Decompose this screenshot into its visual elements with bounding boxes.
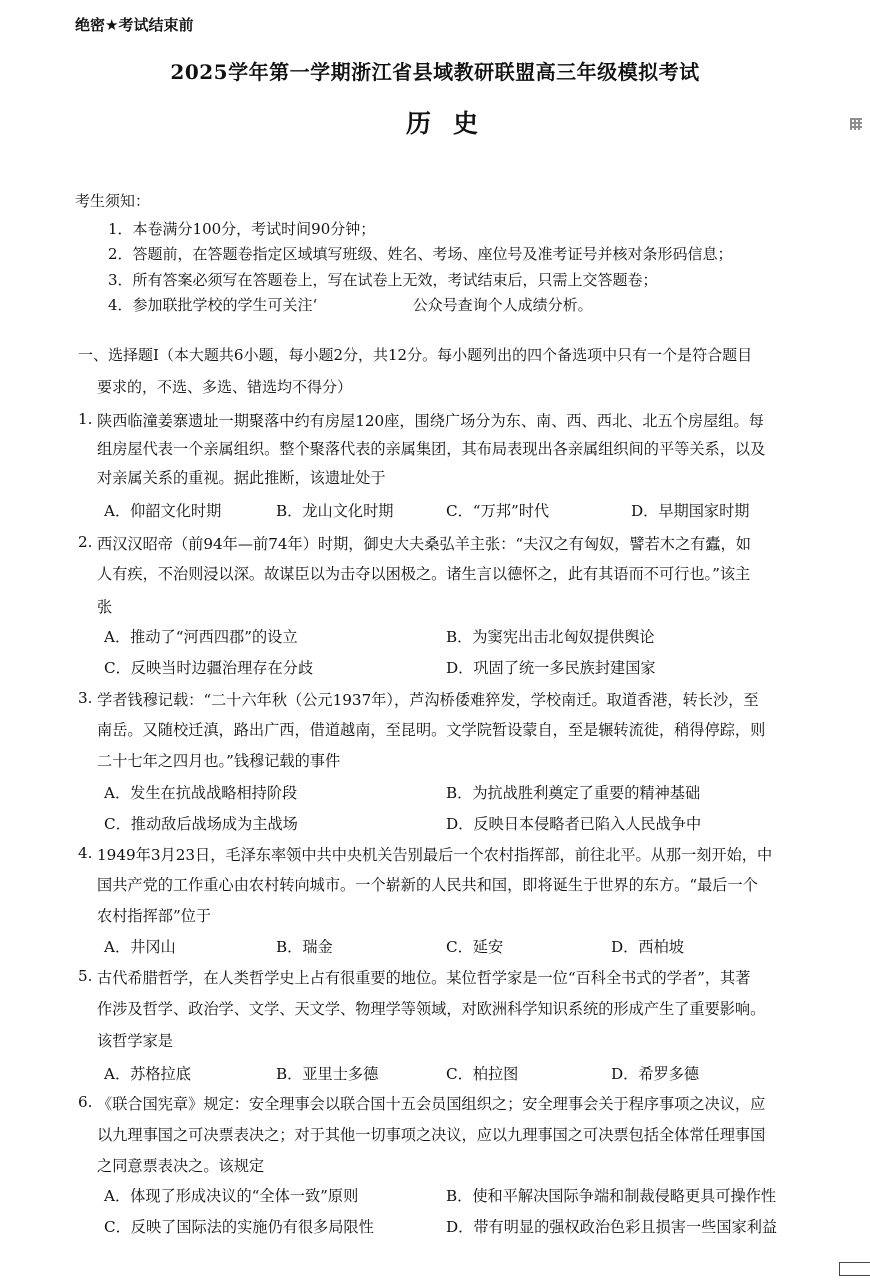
question-number: 3. — [78, 689, 93, 707]
option-a: A．仰韶文化时期 — [104, 502, 222, 520]
question-text: 古代希腊哲学，在人类哲学史上占有很重要的地位。某位哲学家是一位“百科全书式的学者”，其著 — [97, 969, 751, 987]
option-b: B．为抗战胜利奠定了重要的精神基础 — [446, 784, 701, 802]
option-c: C．反映当时边疆治理存在分歧 — [104, 659, 314, 677]
option-a: A．井冈山 — [104, 938, 176, 956]
option-b: B．使和平解决国际争端和制裁侵略更具可操作性 — [446, 1187, 777, 1205]
option-a: A．体现了形成决议的“全体一致”原则 — [104, 1187, 359, 1205]
option-d: D．希罗多德 — [611, 1065, 700, 1083]
question-text: 该哲学家是 — [97, 1032, 173, 1050]
question-number: 5. — [78, 967, 93, 985]
question-text: 人有疾，不治则浸以深。故谋臣以为击夺以困极之。诸生言以德怀之，此有其语而不可行也。”该主 — [97, 565, 751, 583]
question-number: 6. — [78, 1093, 93, 1111]
notice-item: 2．答题前，在答题卷指定区域填写班级、姓名、考场、座位号及准考证号并核对条形码信息； — [108, 245, 733, 263]
notice-item: 4．参加联批学校的学生可关注‘ 公众号查询个人成绩分析。 — [108, 296, 593, 314]
option-b: B．为窦宪出击北匈奴提供舆论 — [446, 628, 655, 646]
question-text: 国共产党的工作重心由农村转向城市。一个崭新的人民共和国，即将诞生于世界的东方。“最后一个 — [97, 876, 758, 894]
question-number: 2. — [78, 533, 93, 551]
option-b: B．亚里士多德 — [276, 1065, 379, 1083]
option-c: C．反映了国际法的实施仍有很多局限性 — [104, 1218, 374, 1236]
confidential-label: 绝密★考试结束前 — [75, 16, 194, 34]
option-b: B．瑞金 — [276, 938, 333, 956]
question-text: 对亲属关系的重视。据此推断，该遗址处于 — [97, 469, 386, 487]
section-heading-cont: 要求的，不选、多选、错选均不得分） — [97, 378, 353, 396]
question-text: 西汉汉昭帝（前94年—前74年）时期，御史大夫桑弘羊主张：“夫汉之有匈奴，譬若木之有蠹，如 — [97, 535, 751, 553]
question-number: 4. — [78, 844, 93, 862]
option-b: B．龙山文化时期 — [276, 502, 394, 520]
question-text: 《联合国宪章》规定：安全理事会以联合国十五会员国组织之；安全理事会关于程序事项之决议，应 — [97, 1095, 766, 1113]
option-d: D．早期国家时期 — [631, 502, 750, 520]
question-text: 之同意票表决之。该规定 — [97, 1157, 265, 1175]
notice-item: 1．本卷满分100分，考试时间90分钟； — [108, 220, 376, 238]
question-text: 二十七年之四月也。”钱穆记载的事件 — [97, 752, 341, 770]
question-text: 以九理事国之可决票表决之；对于其他一切事项之决议，应以九理事国之可决票包括全体常任理事国 — [97, 1126, 766, 1144]
question-text: 学者钱穆记载：“二十六年秋（公元1937年），芦沟桥倭难猝发，学校南迁。取道香港，转长沙，至 — [97, 691, 759, 709]
option-a: A．发生在抗战战略相持阶段 — [104, 784, 298, 802]
option-a: A．苏格拉底 — [104, 1065, 191, 1083]
question-number: 1. — [78, 410, 93, 428]
notice-heading: 考生须知： — [75, 192, 151, 210]
option-a: A．推动了“河西四郡”的设立 — [104, 628, 298, 646]
question-text: 陕西临潼姜寨遗址一期聚落中约有房屋120座，围绕广场分为东、南、西、西北、北五个房屋组。每 — [97, 412, 764, 430]
question-text: 1949年3月23日，毛泽东率领中共中央机关告别最后一个农村指挥部，前往北平。从那一刻开始，中 — [97, 846, 773, 864]
question-text: 作涉及哲学、政治学、文学、天文学、物理学等领域，对欧洲科学知识系统的形成产生了重要影响。 — [97, 1000, 766, 1018]
exam-title: 2025学年第一学期浙江省县域教研联盟高三年级模拟考试 — [170, 60, 700, 84]
notice-item: 3．所有答案必须写在答题卷上，写在试卷上无效，考试结束后，只需上交答题卷； — [108, 271, 658, 289]
option-c: C．推动敌后战场成为主战场 — [104, 815, 298, 833]
option-d: D．带有明显的强权政治色彩且损害一些国家利益 — [446, 1218, 778, 1236]
question-text: 组房屋代表一个亲属组织。整个聚落代表的亲属集团，其布局表现出各亲属组织间的平等关系，以及 — [97, 440, 766, 458]
qr-code-icon — [850, 118, 862, 130]
option-c: C．柏拉图 — [446, 1065, 519, 1083]
question-text: 张 — [97, 598, 113, 616]
option-d: D．西柏坡 — [611, 938, 684, 956]
option-c: C．“万邦”时代 — [446, 502, 550, 520]
corner-stamp-icon — [839, 1262, 870, 1276]
option-c: C．延安 — [446, 938, 504, 956]
question-text: 农村指挥部”位于 — [97, 907, 212, 925]
section-heading: 一、选择题Ⅰ（本大题共6小题，每小题2分，共12分。每小题列出的四个备选项中只有一个是符合题目 — [78, 346, 753, 364]
option-d: D．反映日本侵略者已陷入人民战争中 — [446, 815, 702, 833]
option-d: D．巩固了统一多民族封建国家 — [446, 659, 656, 677]
subject-title: 历史 — [405, 109, 500, 138]
question-text: 南岳。又随校迁滇，路出广西，借道越南，至昆明。文学院暂设蒙自，至是辗转流徙，稍得停踪，则 — [97, 721, 766, 739]
